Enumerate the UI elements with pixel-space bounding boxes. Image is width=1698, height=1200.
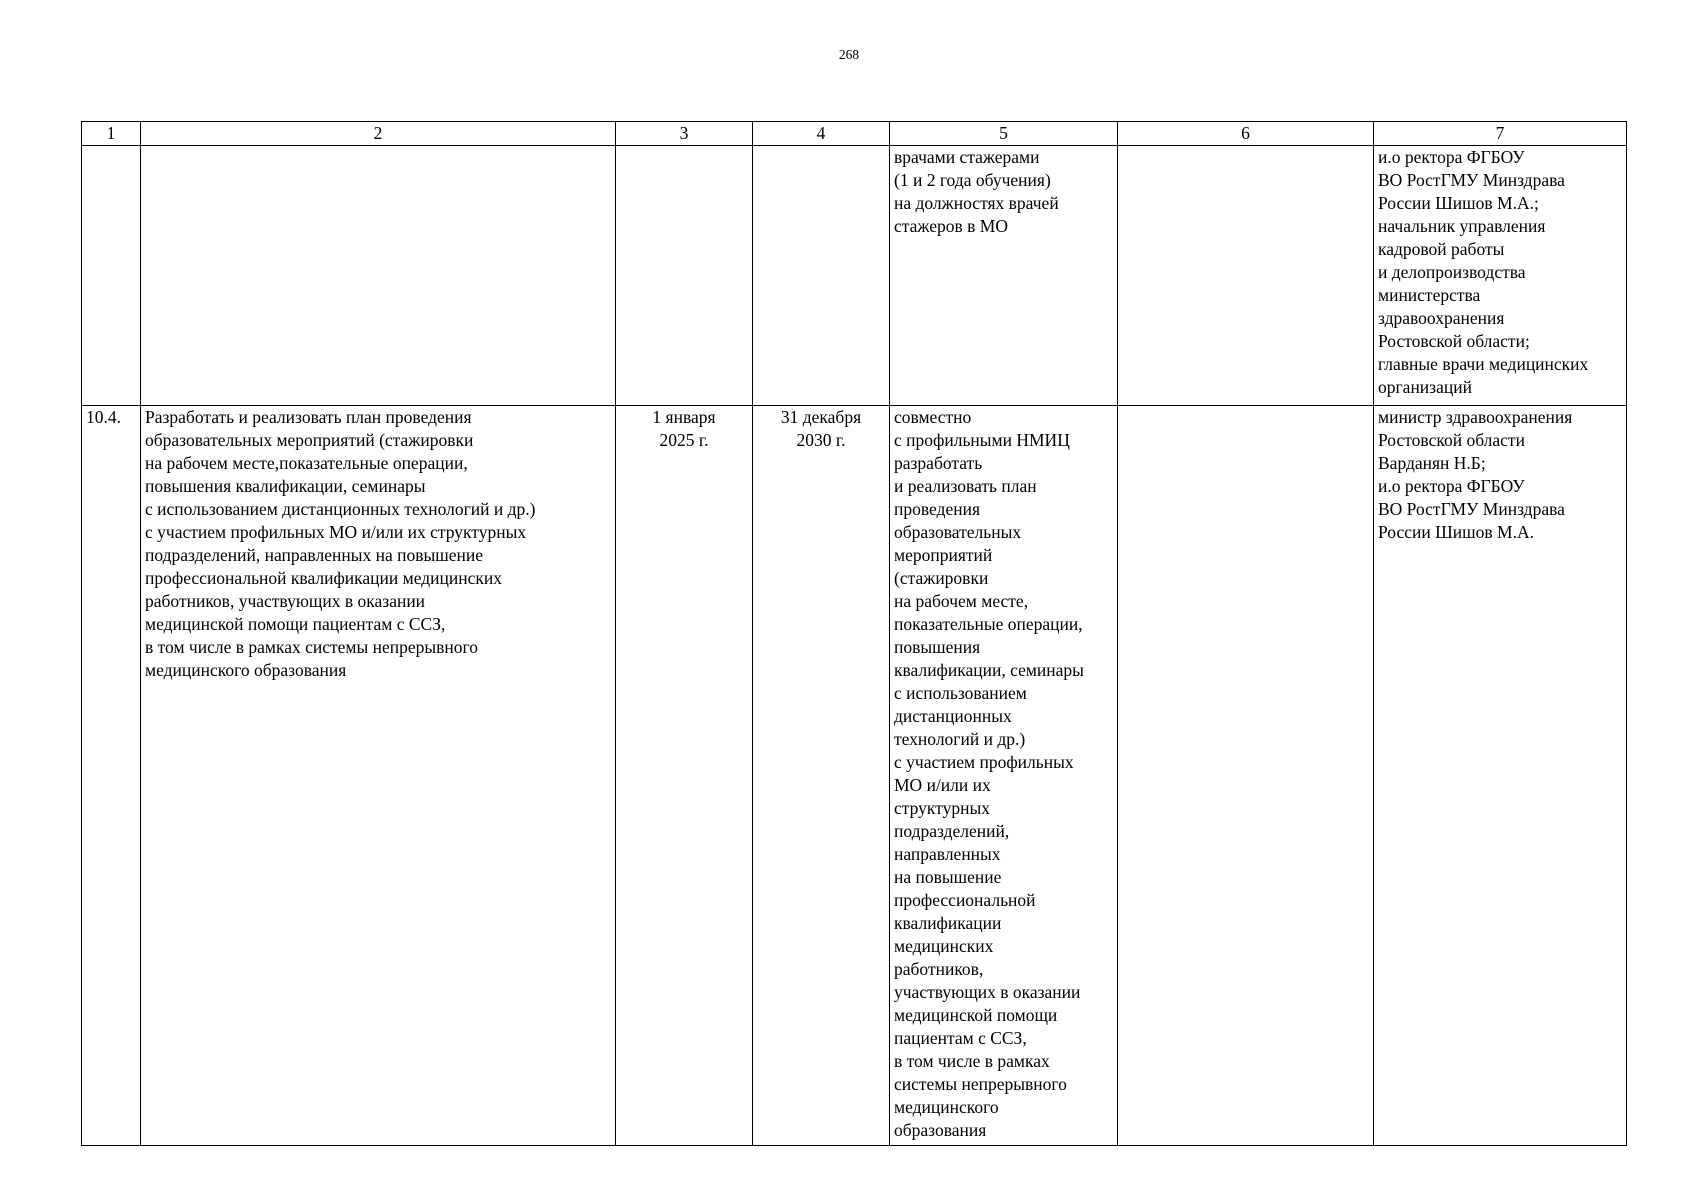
end-date	[753, 146, 890, 406]
end-date: 31 декабря 2030 г.	[753, 406, 890, 1146]
table-row	[82, 406, 1627, 1146]
start-date	[616, 146, 753, 406]
action-text	[141, 146, 616, 406]
col6-cell	[1118, 146, 1374, 406]
description-text: совместно с профильными НМИЦ разработать и реализовать план проведения образовательных мероприятий (стажировки на рабочем месте, показательные операции, повышения квалификации, семинары с использованием дистанционных технологий и др.) с участием профильных МО и/или их структурных подразделений, направленных на повышение профессиональной квалификации медицинских работников, участвующих в оказании медицинской помощи пациентам с ССЗ, в том числе в рамках системы непрерывного медицинского образования	[890, 406, 1118, 1146]
plan-table	[81, 121, 1627, 1146]
header-col-7: 7	[1374, 122, 1627, 146]
header-col-1: 1	[82, 122, 141, 146]
header-col-5: 5	[890, 122, 1118, 146]
header-col-3: 3	[616, 122, 753, 146]
item-number	[82, 146, 141, 406]
page-number: 268	[838, 47, 860, 62]
header-col-4: 4	[753, 122, 890, 146]
header-col-2: 2	[141, 122, 616, 146]
start-date: 1 января 2025 г.	[616, 406, 753, 1146]
description-text: врачами стажерами (1 и 2 года обучения) на должностях врачей стажеров в МО	[890, 146, 1118, 406]
item-number: 10.4.	[82, 406, 141, 1146]
col6-cell	[1118, 406, 1374, 1146]
action-text: Разработать и реализовать план проведения образовательных мероприятий (стажировки на рабочем месте,показательные операции, повышения квалификации, семинары с использованием дистанционных технологий и др.) с участием профильных МО и/или их структурных подразделений, направленных на повышение профессиональной квалификации медицинских работников, участвующих в оказании медицинской помощи пациентам с ССЗ, в том числе в рамках системы непрерывного медицинского образования	[141, 406, 616, 1146]
responsible-text: министр здравоохранения Ростовской области Варданян Н.Б; и.о ректора ФГБОУ ВО РостГМУ Минздрава России Шишов М.А.	[1374, 406, 1627, 1146]
header-col-6: 6	[1118, 122, 1374, 146]
responsible-text: и.о ректора ФГБОУ ВО РостГМУ Минздрава России Шишов М.А.; начальник управления кадровой работы и делопроизводства министерства здравоохранения Ростовской области; главные врачи медицинских организаций	[1374, 146, 1627, 406]
header-row	[82, 122, 1627, 146]
table-row	[82, 146, 1627, 406]
